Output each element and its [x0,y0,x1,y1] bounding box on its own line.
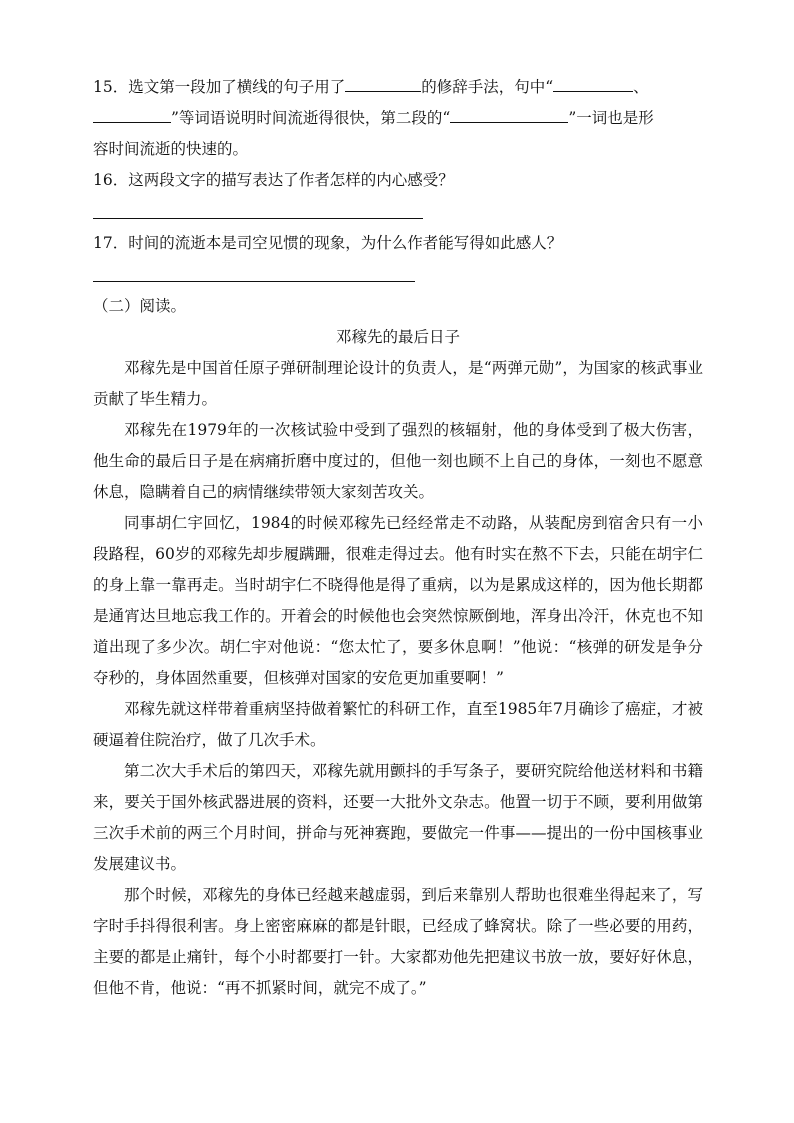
question-16: 16．这两段文字的描写表达了作者怎样的内心感受？ [93,171,454,189]
article-paragraph: 第二次大手术后的第四天，邓稼先就用颤抖的手写条子，要研究院给他送材料和书籍来，要关于国外核武器进展的资料，还要一大批外文杂志。他置一切于不顾，要利用做第三次手术前的两三个月时间，拼命与死神赛跑，要做完一件事——提出的一份中国核事业发展建议书。 [93,762,703,873]
question-15-part2: 的修辞手法，句中“ [421,78,554,96]
article-paragraph: 那个时候，邓稼先的身体已经越来越虚弱，到后来靠别人帮助也很难坐得起来了，写字时手抖得很利害。身上密密麻麻的都是针眼，已经成了蜂窝状。除了一些必要的用药，主要的都是止痛针，每个小时都要打一针。大家都劝他先把建议书放一放，要好好休息，但他不肯，他说：“再不抓紧时间，就完不成了。” [93,886,703,997]
question-15-part4: ”等词语说明时间流逝得很快，第二段的“ [171,109,451,127]
article-paragraph: 邓稼先在1979年的一次核试验中受到了强烈的核辐射，他的身体受到了极大伤害，他生命的最后日子是在病痛折磨中度过的，但他一刻也顾不上自己的身体，一刻也不愿意休息，隐瞒着自己的病情继续带领大家刻苦攻关。 [93,421,703,501]
answer-line-17[interactable] [93,259,415,282]
article-title: 邓稼先的最后日子 [335,328,460,346]
answer-blank-word-1[interactable] [553,73,633,92]
article-paragraph: 邓稼先是中国首任原子弹研制理论设计的负责人，是“两弹元勋”，为国家的核武事业贡献了毕生精力。 [93,359,703,408]
article-paragraph: 同事胡仁宇回忆，1984的时候邓稼先已经经常走不动路，从装配房到宿舍只有一小段路程，60岁的邓稼先却步履蹒跚，很难走得过去。他有时实在熬不下去，只能在胡宇仁的身上靠一靠再走。当时胡宇仁不晓得他是得了重病，以为是累成这样的，因为他长期都是通宵达旦地忘我工作的。开着会的时候他也会突然惊厥倒地，浑身出冷汗，休克也不知道出现了多少次。胡仁宇对他说：“您太忙了，要多休息啊！”他说：“核弹的研发是争分夺秒的，身体固然重要，但核弹对国家的安危更加重要啊！” [93,514,703,687]
question-15-part6: 容时间流逝的快速的。 [93,140,249,158]
answer-blank-word-3[interactable] [450,104,568,123]
article-paragraph: 邓稼先就这样带着重病坚持做着繁忙的科研工作，直至1985年7月确诊了癌症，才被硬逼着住院治疗，做了几次手术。 [93,700,703,749]
question-15-part1: 15．选文第一段加了横线的句子用了 [93,78,346,96]
section-label: （二）阅读。 [93,297,187,315]
document-page [93,72,703,1004]
question-15-part5: ”一词也是形 [568,109,654,127]
answer-blank-rhetoric[interactable] [345,73,421,92]
answer-line-16[interactable] [93,196,423,219]
question-15 [93,72,703,165]
question-17: 17．时间的流逝本是司空见惯的现象，为什么作者能写得如此感人？ [93,234,563,252]
answer-blank-word-2[interactable] [93,104,171,123]
question-15-part3: 、 [633,78,649,96]
